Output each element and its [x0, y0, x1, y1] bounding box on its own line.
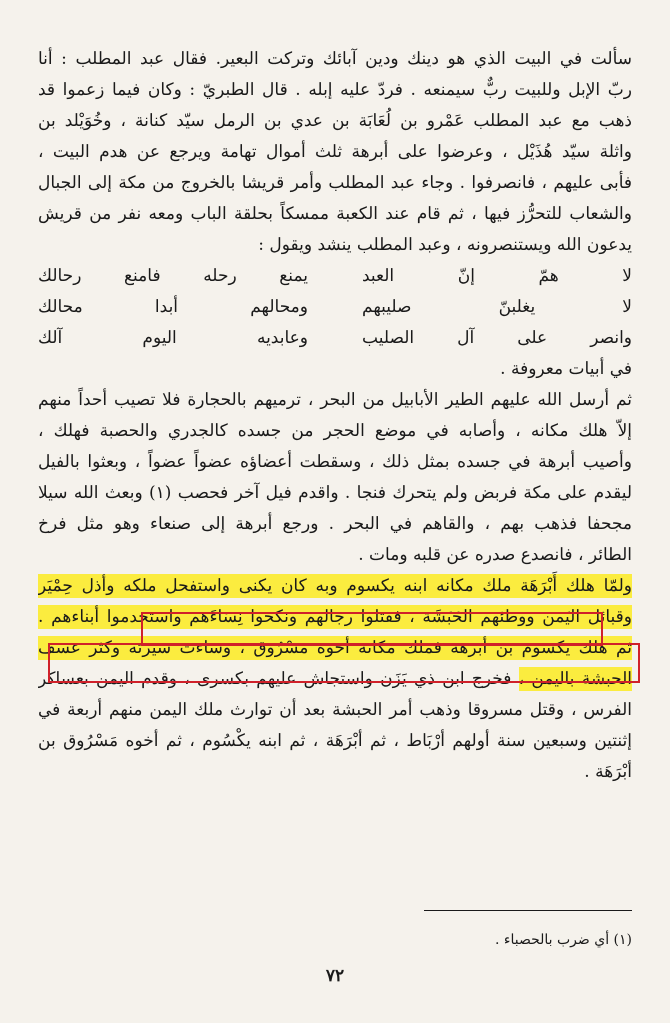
- footnote: (١) أي ضرب بالحصباء .: [494, 932, 632, 948]
- body-line: أبْرَهَة .: [584, 762, 632, 782]
- verse-closing-line: في أبيات معروفة .: [500, 359, 632, 379]
- page-text: [38, 44, 632, 788]
- verse-row: [38, 292, 632, 323]
- verse-second-hemistich: يمنع رحله فامنع رحالك: [38, 266, 308, 286]
- highlight-span: ثم هلك يكسوم بن أبرهة فملك مكانه أخوه مسْرُوق ، وساءت سيرته وكثر عسف: [38, 638, 632, 658]
- verse-first-hemistich: لا همّ إنّ العبد: [362, 266, 632, 286]
- page-number: ٧٢: [325, 966, 345, 986]
- highlight-span: وقبائل اليَمن ووطئهم الحَبَشَة ، فقتلوا رجالهم ونكحوا نِسَاءَهم واستخدموا أبناءهم .: [38, 607, 632, 627]
- highlighted-line: [38, 571, 632, 602]
- body-line: ربّ الإبل وللبيت ربٌّ سيمنعه . فردّ عليه إبله . قال الطبريّ : وكان فيما زعموا قد: [38, 80, 632, 100]
- body-line: ذهب مع عبد المطلب عَمْرو بن لُعَابَة بن عدي بن الرمل سيّد كنانة ، وخُوَيْلد بن: [38, 111, 632, 131]
- verse-second-hemistich: وعابديه اليوم آلك: [38, 328, 308, 348]
- body-line: سألت في البيت الذي هو دينك ودين آبائك وتركت البعير. فقال عبد المطلب : أنا: [38, 49, 632, 69]
- verse-row: [38, 323, 632, 354]
- body-line: والشعاب للتحرُّز فيها ، ثم قام عند الكعبة ممسكاً بحلقة الباب ومعه نفر من قريش: [38, 204, 632, 224]
- highlight-span: ولمّا هلك أَبْرَهَة ملك مكانه ابنه يكسوم وبه كان يكنى واستفحل ملكه وأذل حِمْيَر: [38, 576, 632, 596]
- body-line: وأصيب أبرهة في جسده بمثل ذلك ، وسقطت أعضاؤه عضواً عضواً ، وبعثوا بالفيل: [38, 452, 632, 472]
- verse-first-hemistich: لا يغلبنّ صليبهم: [362, 297, 632, 317]
- body-line: ثم أرسل الله عليهم الطير الأبابيل من البحر ، ترميهم بالحجارة فلا تصيب أحداً منهم: [38, 390, 632, 410]
- body-line: إلاّ هلك مكانه ، وأصابه في موضع الحجر من جسده كالجدري والحصبة فهلك ،: [38, 421, 632, 441]
- body-line: مجحفا فذهب بهم ، والقاهم في البحر . ورجع أبرهة إلى صنعاء وهو مثل فرخ: [38, 514, 632, 534]
- line-tail: فخرج ابن ذي يَزَن واستجاش عليهم بكسرى ، وقدم اليمن بعساكر: [38, 669, 512, 689]
- body-line: واثلة سيّد هُذَيْل ، وعرضوا على أبرهة ثلث أموال تهامة ويرجع عن هدم البيت ،: [38, 142, 632, 162]
- body-line: ليقدم على مكة فربض ولم يتحرك فنجا . واقدم فيل آخر فحصب (١) وبعث الله سيلا: [38, 483, 632, 503]
- body-line: الفرس ، وقتل مسروقا وذهب أمر الحبشة بعد أن توارث ملك اليمن منهم أربعة في: [38, 700, 632, 720]
- verse-row: [38, 261, 632, 292]
- verse-first-hemistich: وانصر على آل الصليب: [362, 328, 632, 348]
- highlighted-line: [38, 633, 632, 664]
- footnote-divider: [424, 910, 632, 911]
- highlighted-line: [38, 602, 632, 633]
- verse-second-hemistich: ومحالهم أبدا محالك: [38, 297, 308, 317]
- body-line: فأبى عليهم ، فانصرفوا . وجاء عبد المطلب وأمر قريشا بالخروج من مكة إلى الجبال: [38, 173, 632, 193]
- mixed-line: [38, 664, 632, 695]
- body-line: إثنتين وسبعين سنة أولهم أرْبَاط ، ثم أبْرَهَة ، ثم ابنه يكْسُوم ، ثم أخوه مَسْرُوق بن: [38, 731, 632, 751]
- body-line: الطائر ، فانصدع صدره عن قلبه ومات .: [358, 545, 632, 565]
- highlight-span: الحبشة باليمن ،: [518, 669, 632, 689]
- body-line: يدعون الله ويستنصرونه ، وعبد المطلب ينشد ويقول :: [258, 235, 632, 255]
